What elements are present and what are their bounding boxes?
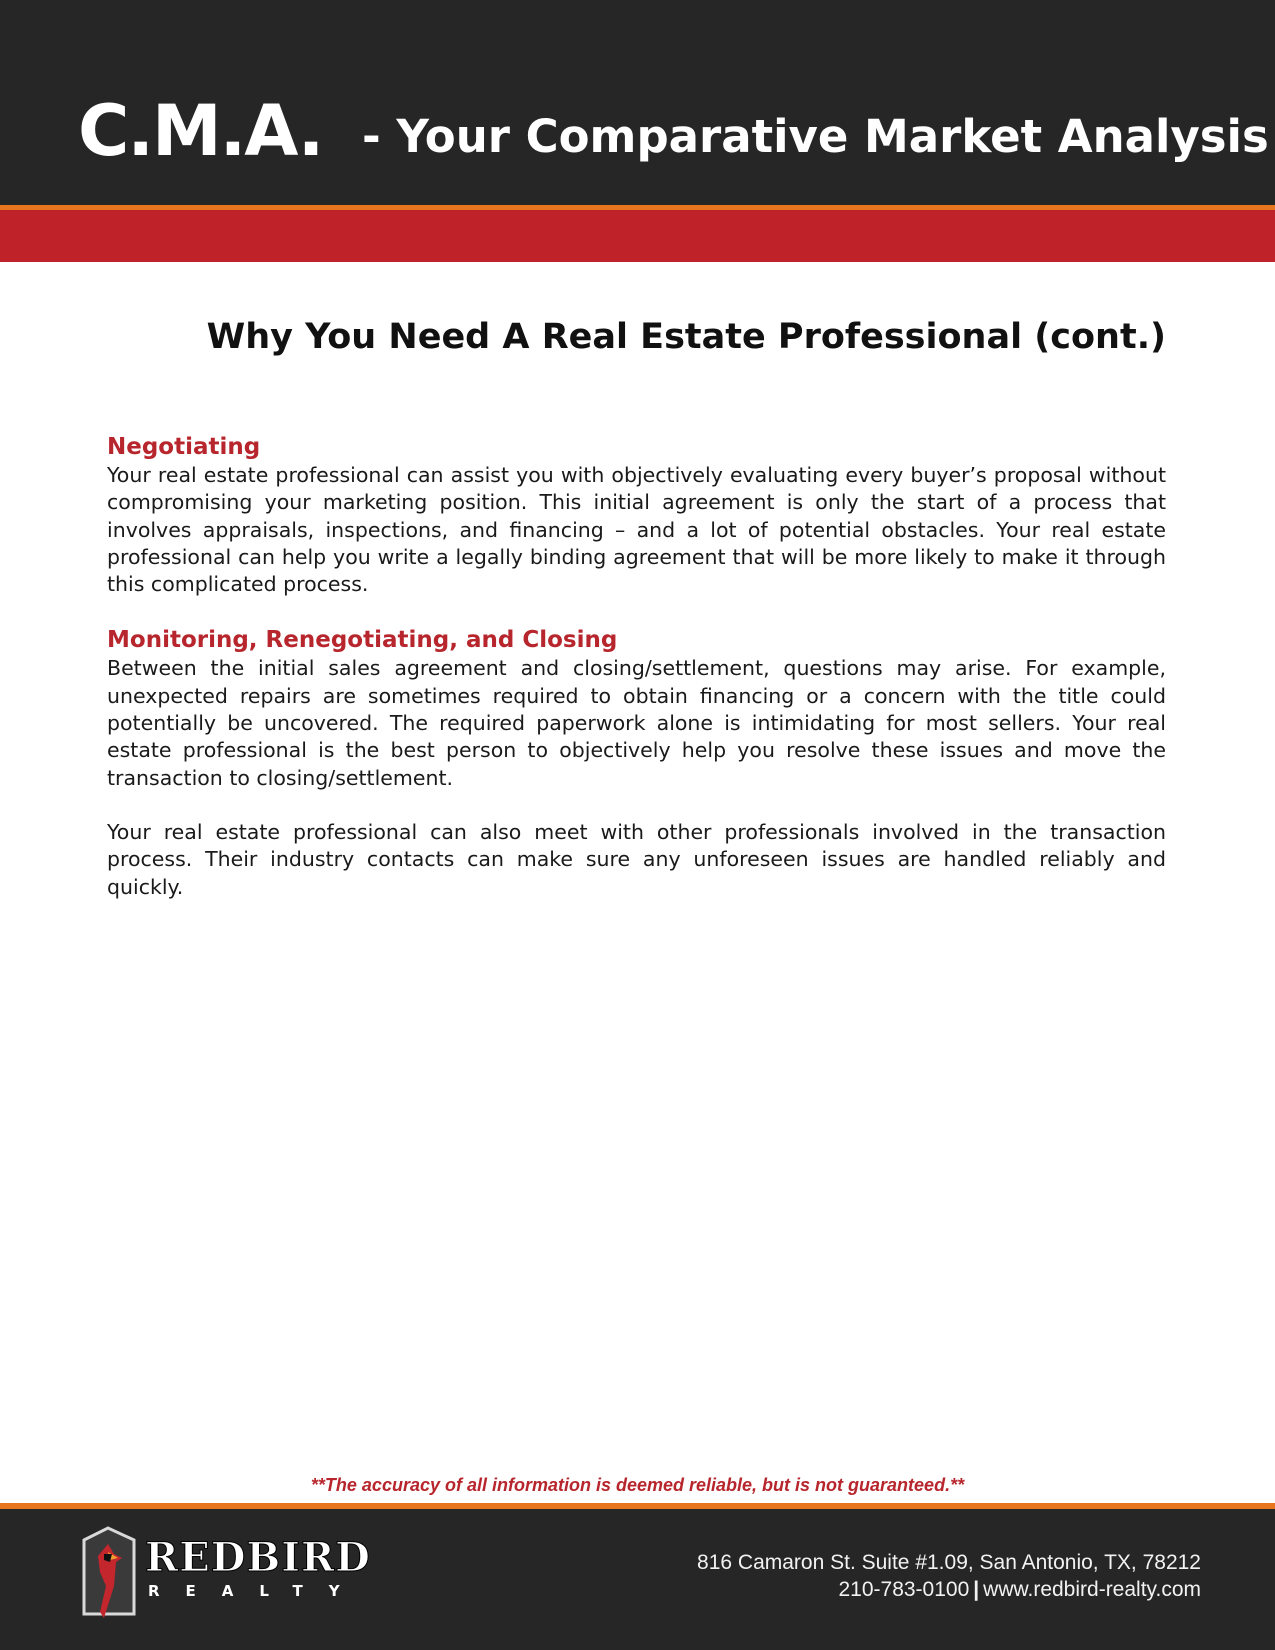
section-monitoring (107, 625, 1166, 791)
disclaimer: **The accuracy of all information is deemed reliable, but is not guaranteed.** (310, 1475, 965, 1495)
contact-info (697, 1549, 1201, 1603)
content-area (107, 432, 1166, 901)
closing-paragraph: Your real estate professional can also meet with other professionals involved in the transaction process. Their industry contacts can make sure any unforeseen issues are handled reliably and quickly. (107, 819, 1166, 899)
section-heading: Negotiating (107, 434, 261, 460)
phone-web-line (697, 1576, 1201, 1603)
address-line: 816 Camaron St. Suite #1.09, San Antonio, TX, 78212 (697, 1551, 1201, 1574)
spacer (107, 792, 1166, 819)
website-link[interactable]: www.redbird-realty.com (983, 1578, 1201, 1601)
page-title: Why You Need A Real Estate Professional (cont.) (206, 317, 1166, 357)
section-body: Your real estate professional can assist you with objectively evaluating every buyer’s proposal without compromising your marketing position. This initial agreement is only the start of a process that involves appraisals, inspections, and financing – and a lot of potential obstacles. Your real estate professional can help you write a legally binding agreement that will be more likely to make it through this complicated process. (107, 463, 1166, 597)
section-negotiating (107, 432, 1166, 598)
logo-wordmark: REDBIRD (145, 1534, 371, 1581)
section-heading: Monitoring, Renegotiating, and Closing (107, 627, 618, 654)
logo-subword: REALTY (148, 1582, 366, 1600)
separator: | (973, 1578, 980, 1601)
brand-abbreviation: C.M.A. (78, 90, 323, 172)
phone-number: 210-783-0100 (838, 1578, 970, 1601)
section-body: Between the initial sales agreement and closing/settlement, questions may arise. For example, unexpected repairs are sometimes required to obtain financing or a concern with the title could potentially be uncovered. The required paperwork alone is intimidating for most sellers. Your real estate professional is the best person to objectively help you resolve these issues and move the transaction to closing/settlement. (107, 656, 1166, 790)
brand-subtitle: - Your Comparative Market Analysis (362, 110, 1269, 163)
header-red-band (0, 210, 1275, 262)
spacer (107, 598, 1166, 625)
